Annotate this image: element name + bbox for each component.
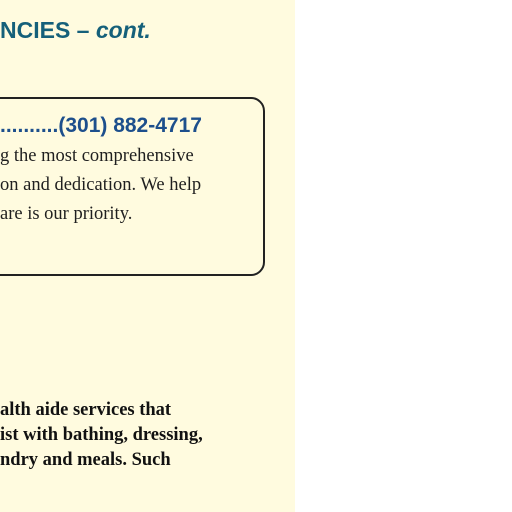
heading-cont: cont.: [95, 17, 151, 43]
section-heading: [0, 17, 151, 44]
services-line-1: alth aide services that: [0, 400, 172, 420]
services-line-2: ist with bathing, dressing,: [0, 425, 203, 445]
agency-description-line-3: are is our priority.: [0, 204, 133, 224]
services-line-3: ndry and meals. Such: [0, 450, 171, 470]
agency-phone: ..........(301) 882-4717: [0, 114, 202, 137]
heading-text: NCIES –: [0, 17, 90, 43]
agency-description-line-1: g the most comprehensive: [0, 146, 194, 166]
agency-description-line-2: on and dedication. We help: [0, 175, 202, 195]
